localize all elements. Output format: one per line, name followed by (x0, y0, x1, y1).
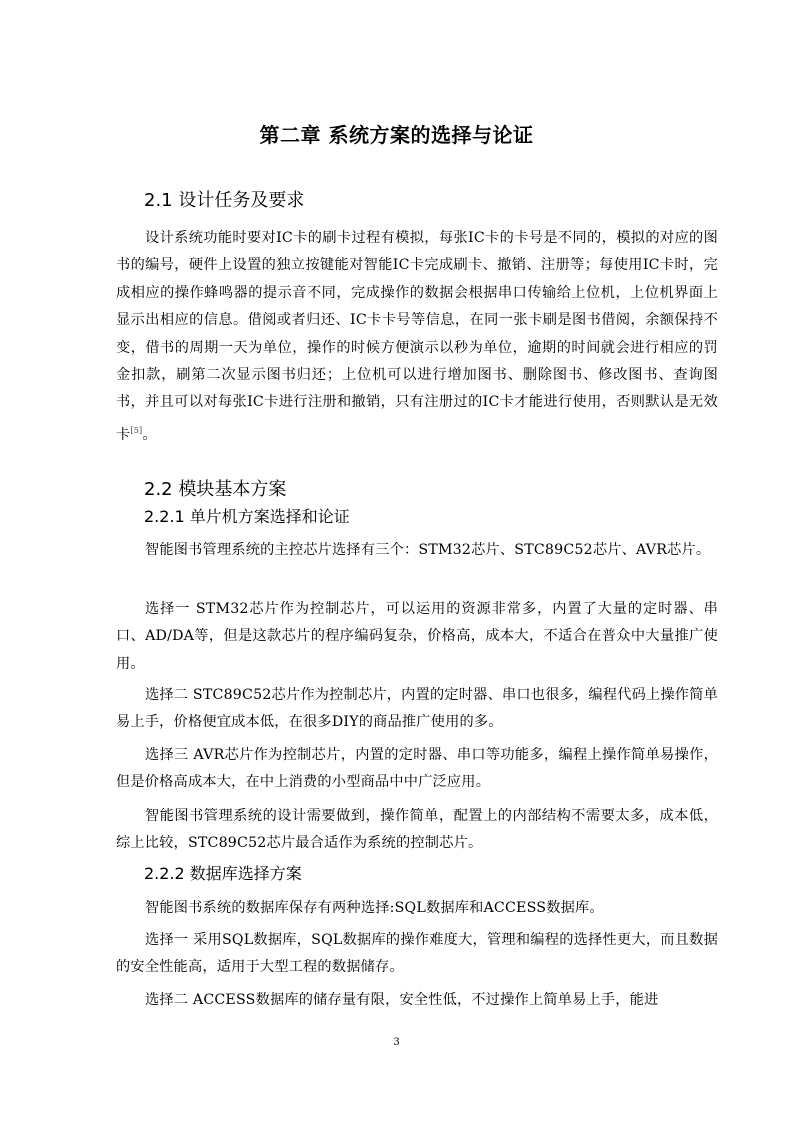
paragraph-option-sql: 选择一 采用SQL数据库，SQL数据库的操作难度大，管理和编程的选择性更大，而且数据的安全性能高，适用于大型工程的数据储存。 (116, 932, 718, 976)
section-heading-2-2: 2.2 模块基本方案 (144, 479, 287, 500)
paragraph-design-tasks-text: 设计系统功能时要对IC卡的刷卡过程有模拟，每张IC卡的卡号是不同的，模拟的对应的图书的编号，硬件上设置的独立按键能对智能IC卡完成刷卡、撤销、注册等；每使用IC卡时，完成相应的操作蜂鸣器的提示音不同，完成操作的数据会根据串口传输给上位机，上位机界面上显示出相应的信息。借阅或者归还、IC卡卡号等信息，在同一张卡刷是图书借阅，余额保持不变，借书的周期一天为单位，操作的时候方便演示以秒为单位，逾期的时间就会进行相应的罚金扣款，刷第二次显示图书归还；上位机可以进行增加图书、删除图书、修改图书、查询图书，并且可以对每张IC卡进行注册和撤销，只有注册过的IC卡才能进行使用，否则默认是无效卡 (116, 230, 718, 443)
paragraph-database-options: 智能图书系统的数据库保存有两种选择:SQL数据库和ACCESS数据库。 (145, 900, 604, 916)
paragraph-mcu-options: 智能图书管理系统的主控芯片选择有三个：STM32芯片、STC89C52芯片、AVR芯片。 (145, 542, 711, 558)
chapter-title: 第二章 系统方案的选择与论证 (259, 123, 534, 147)
subsection-heading-2-2-1: 2.2.1 单片机方案选择和论证 (144, 507, 350, 526)
paragraph-end-punctuation: 。 (142, 426, 157, 443)
paragraph-design-tasks (116, 225, 718, 449)
paragraph-option-avr: 选择三 AVR芯片作为控制芯片，内置的定时器、串口等功能多，编程上操作简单易操作，但是价格高成本大，在中上消费的小型商品中中广泛应用。 (116, 747, 718, 791)
paragraph-option-stc89c52: 选择二 STC89C52芯片作为控制芯片，内置的定时器、串口也很多，编程代码上操作简单易上手，价格便宜成本低，在很多DIY的商品推广使用的多。 (116, 687, 718, 731)
paragraph-option-stm32: 选择一 STM32芯片作为控制芯片，可以运用的资源非常多，内置了大量的定时器、串口、AD/DA等，但是这款芯片的程序编码复杂，价格高，成本大，不适合在普众中大量推广使用。 (116, 601, 718, 672)
subsection-heading-2-2-2: 2.2.2 数据库选择方案 (144, 864, 302, 883)
citation-reference[interactable]: [5] (130, 425, 143, 435)
section-heading-2-1: 2.1 设计任务及要求 (144, 190, 305, 211)
paragraph-option-access: 选择二 ACCESS数据库的储存量有限，安全性低，不过操作上简单易上手，能进 (145, 992, 659, 1008)
page-number: 3 (393, 1037, 400, 1048)
paragraph-mcu-conclusion: 智能图书管理系统的设计需要做到，操作简单，配置上的内部结构不需要太多，成本低，综上比较，STC89C52芯片最合适作为系统的控制芯片。 (116, 808, 718, 852)
